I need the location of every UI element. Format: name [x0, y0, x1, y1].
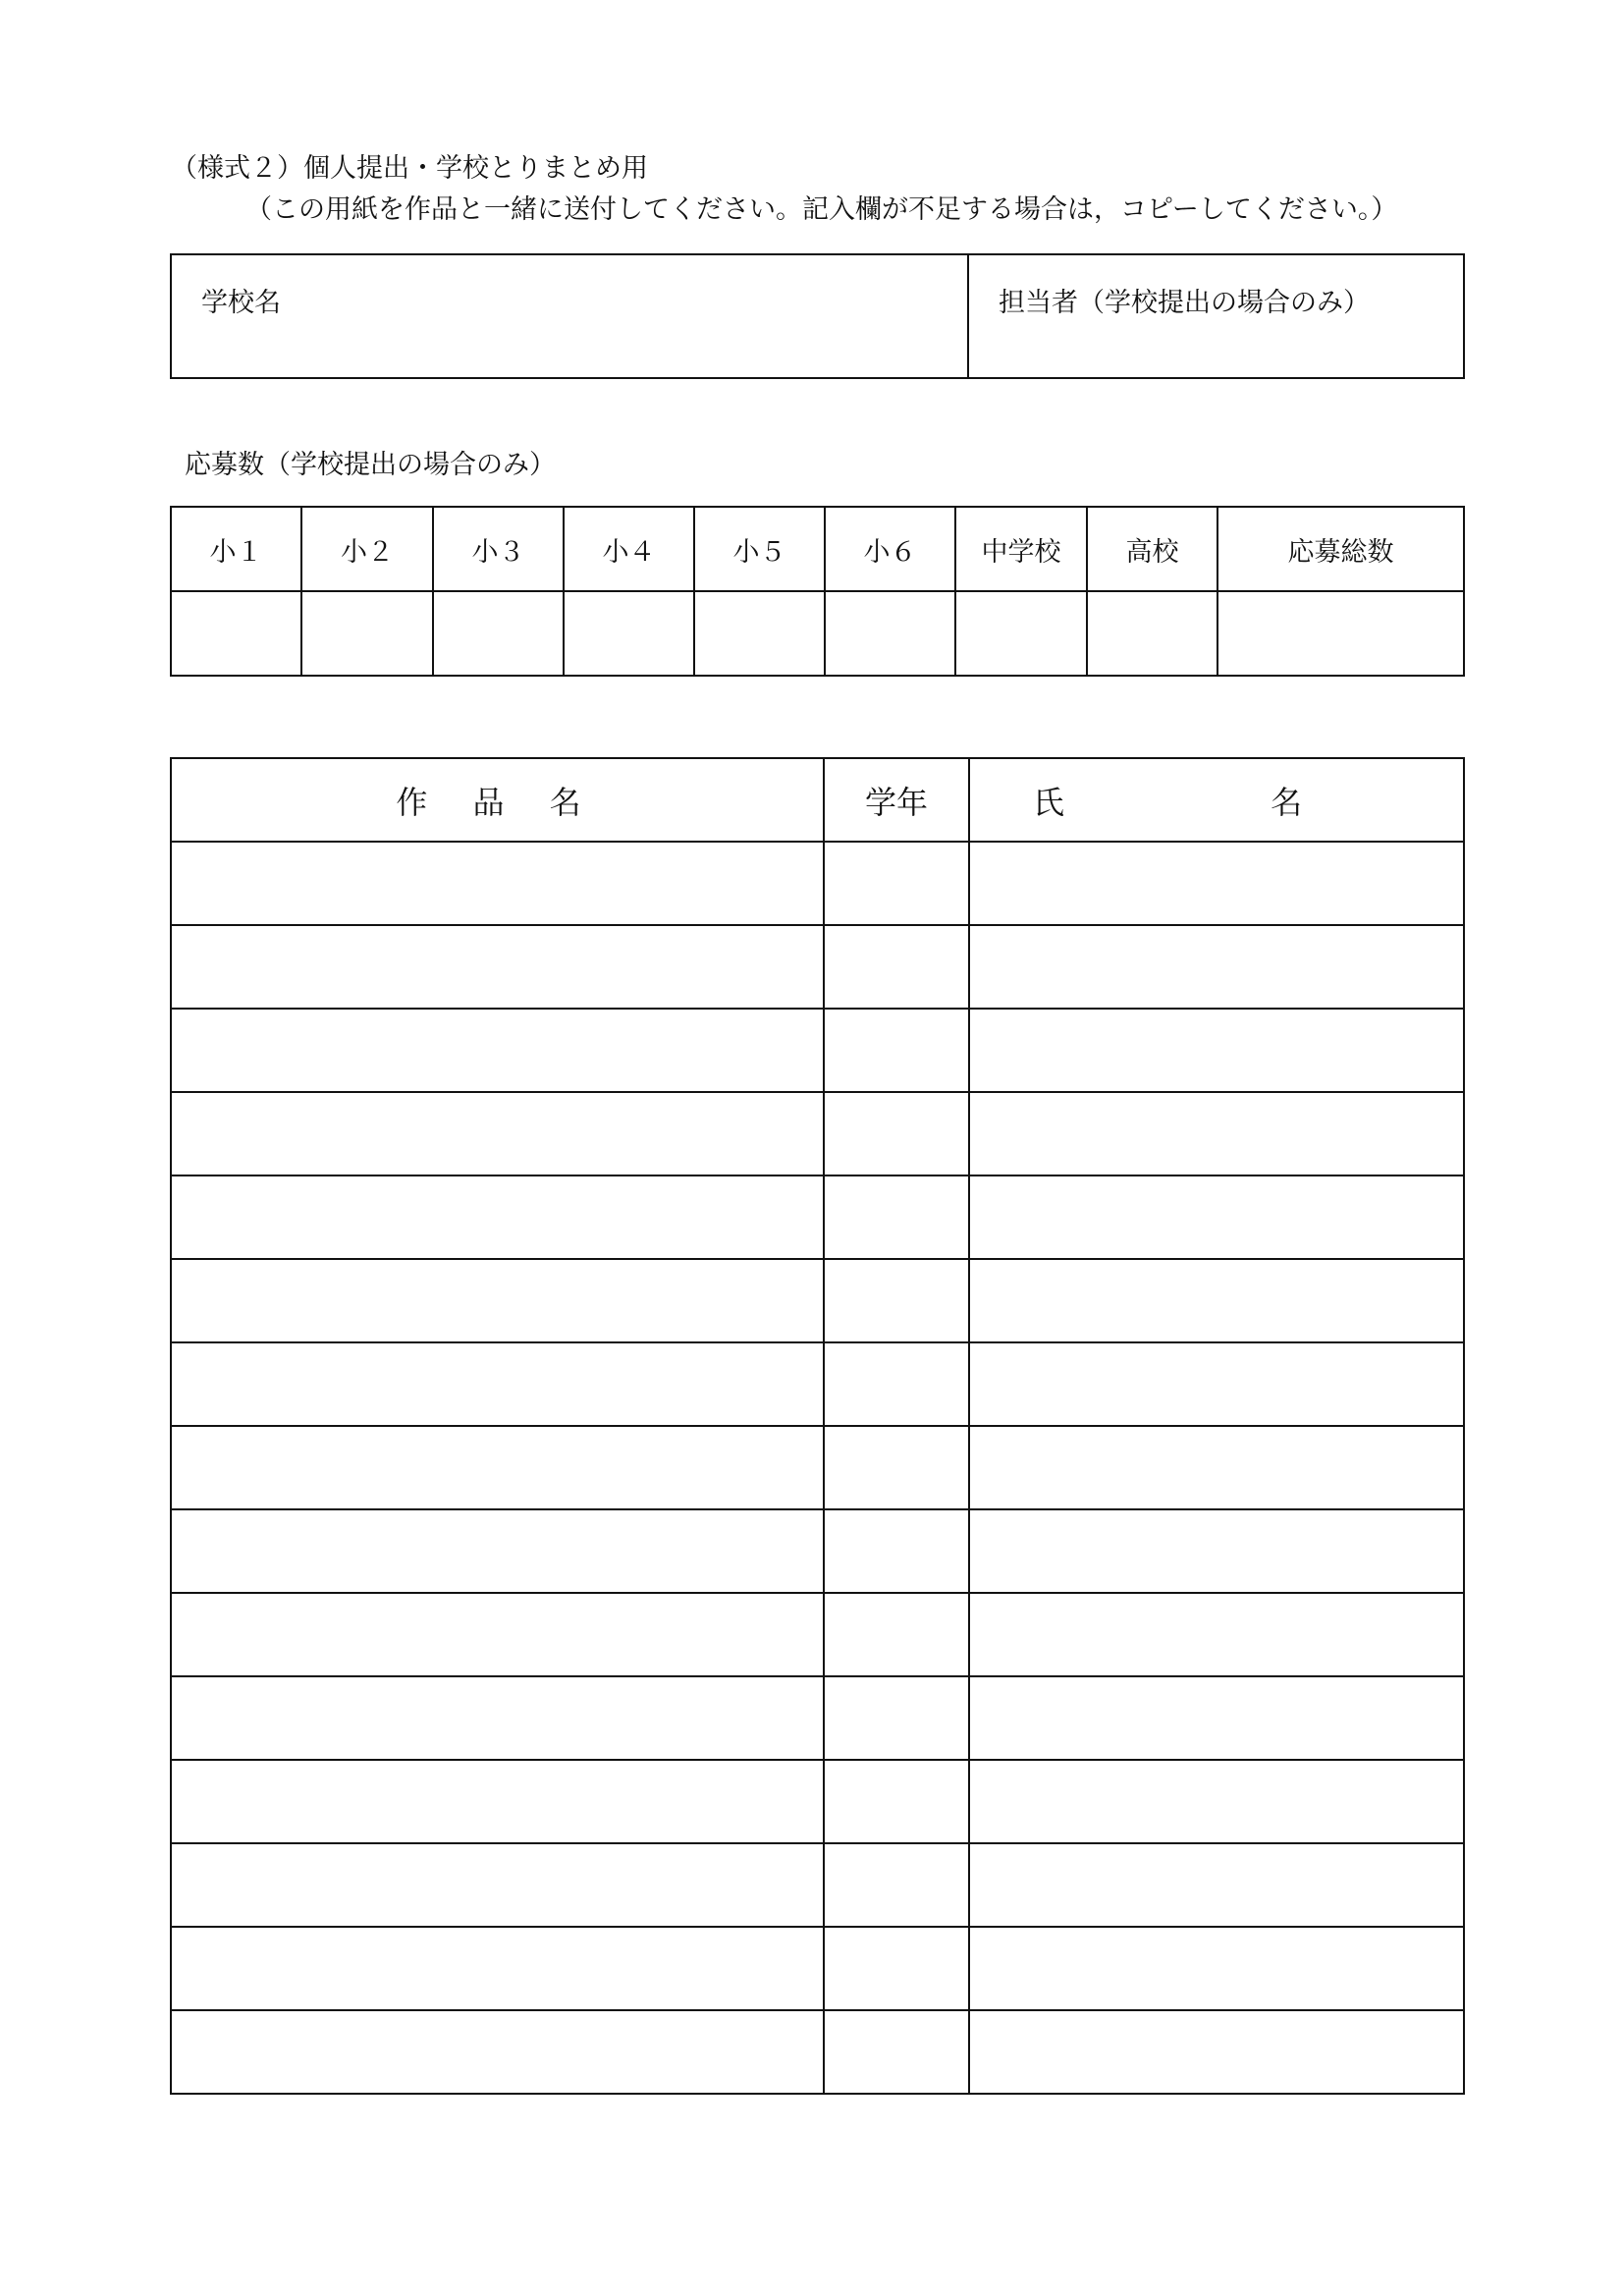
count-header-grade5: 小５: [694, 507, 825, 591]
grade-cell[interactable]: [824, 925, 969, 1009]
student-name-cell[interactable]: [969, 1426, 1464, 1509]
count-input-total[interactable]: [1217, 591, 1464, 676]
count-input-grade3[interactable]: [433, 591, 564, 676]
student-name-header: 氏 名: [969, 758, 1464, 842]
form-instructions: （この用紙を作品と一緒に送付してください。記入欄が不足する場合は，コピーしてください。）: [245, 194, 1398, 225]
table-row: [171, 1509, 1464, 1593]
student-name-cell[interactable]: [969, 1843, 1464, 1927]
table-row: [171, 1426, 1464, 1509]
school-name-label: 学校名: [201, 288, 281, 318]
table-row: [171, 1175, 1464, 1259]
count-header-grade6: 小６: [825, 507, 955, 591]
table-row: [171, 842, 1464, 925]
form-title: （様式２）個人提出・学校とりまとめ用: [171, 153, 648, 184]
grade-header: 学年: [824, 758, 969, 842]
table-row: [171, 1342, 1464, 1426]
work-title-cell[interactable]: [171, 1593, 824, 1676]
student-name-cell[interactable]: [969, 1593, 1464, 1676]
grade-cell[interactable]: [824, 1927, 969, 2010]
table-row: [171, 1927, 1464, 2010]
table-row: [171, 925, 1464, 1009]
grade-cell[interactable]: [824, 1175, 969, 1259]
count-header-total: 応募総数: [1217, 507, 1464, 591]
grade-cell[interactable]: [824, 1843, 969, 1927]
work-title-cell[interactable]: [171, 1509, 824, 1593]
count-header-grade1: 小１: [171, 507, 301, 591]
student-name-cell[interactable]: [969, 842, 1464, 925]
work-title-cell[interactable]: [171, 1342, 824, 1426]
table-row: [171, 1009, 1464, 1092]
student-name-cell[interactable]: [969, 1676, 1464, 1760]
grade-cell[interactable]: [824, 1760, 969, 1843]
count-header-grade4: 小４: [564, 507, 694, 591]
work-title-header: 作 品 名: [171, 758, 824, 842]
work-title-cell[interactable]: [171, 1092, 824, 1175]
student-name-cell[interactable]: [969, 1175, 1464, 1259]
count-input-grade5[interactable]: [694, 591, 825, 676]
grade-cell[interactable]: [824, 1259, 969, 1342]
work-title-cell[interactable]: [171, 1426, 824, 1509]
table-row: [171, 1259, 1464, 1342]
count-input-junior-high[interactable]: [955, 591, 1087, 676]
count-header-grade2: 小２: [301, 507, 433, 591]
table-row: [171, 1676, 1464, 1760]
grade-cell[interactable]: [824, 1593, 969, 1676]
student-name-cell[interactable]: [969, 925, 1464, 1009]
student-name-cell[interactable]: [969, 1760, 1464, 1843]
work-title-cell[interactable]: [171, 1843, 824, 1927]
count-input-grade6[interactable]: [825, 591, 955, 676]
school-info-table: [170, 253, 1465, 379]
school-name-field[interactable]: [171, 254, 968, 378]
count-header-grade3: 小３: [433, 507, 564, 591]
teacher-field[interactable]: [968, 254, 1464, 378]
work-title-cell[interactable]: [171, 1175, 824, 1259]
grade-cell[interactable]: [824, 1342, 969, 1426]
count-input-high-school[interactable]: [1087, 591, 1217, 676]
work-title-cell[interactable]: [171, 1676, 824, 1760]
work-title-cell[interactable]: [171, 925, 824, 1009]
table-row: [171, 2010, 1464, 2094]
work-title-cell[interactable]: [171, 1259, 824, 1342]
count-input-grade2[interactable]: [301, 591, 433, 676]
works-table-body: [171, 842, 1464, 2094]
work-title-cell[interactable]: [171, 1760, 824, 1843]
student-name-cell[interactable]: [969, 1342, 1464, 1426]
table-row: [171, 1593, 1464, 1676]
count-input-grade4[interactable]: [564, 591, 694, 676]
count-input-grade1[interactable]: [171, 591, 301, 676]
grade-cell[interactable]: [824, 1509, 969, 1593]
grade-cell[interactable]: [824, 1426, 969, 1509]
student-name-cell[interactable]: [969, 2010, 1464, 2094]
student-name-cell[interactable]: [969, 1259, 1464, 1342]
grade-cell[interactable]: [824, 1092, 969, 1175]
count-header-high-school: 高校: [1087, 507, 1217, 591]
grade-cell[interactable]: [824, 2010, 969, 2094]
student-name-cell[interactable]: [969, 1509, 1464, 1593]
work-title-cell[interactable]: [171, 2010, 824, 2094]
count-header-row: [171, 507, 1464, 591]
table-row: [171, 1092, 1464, 1175]
work-title-cell[interactable]: [171, 1009, 824, 1092]
grade-cell[interactable]: [824, 1009, 969, 1092]
student-name-cell[interactable]: [969, 1927, 1464, 2010]
count-header-junior-high: 中学校: [955, 507, 1087, 591]
table-row: [171, 1843, 1464, 1927]
work-title-cell[interactable]: [171, 1927, 824, 2010]
student-name-cell[interactable]: [969, 1092, 1464, 1175]
teacher-label: 担当者（学校提出の場合のみ）: [999, 288, 1370, 318]
student-name-cell[interactable]: [969, 1009, 1464, 1092]
count-input-row: [171, 591, 1464, 676]
entry-count-label: 応募数（学校提出の場合のみ）: [185, 450, 556, 480]
grade-cell[interactable]: [824, 1676, 969, 1760]
table-row: [171, 1760, 1464, 1843]
works-table: [170, 757, 1465, 2095]
grade-cell[interactable]: [824, 842, 969, 925]
entry-count-table: [170, 506, 1465, 677]
work-title-cell[interactable]: [171, 842, 824, 925]
works-header-row: [171, 758, 1464, 842]
